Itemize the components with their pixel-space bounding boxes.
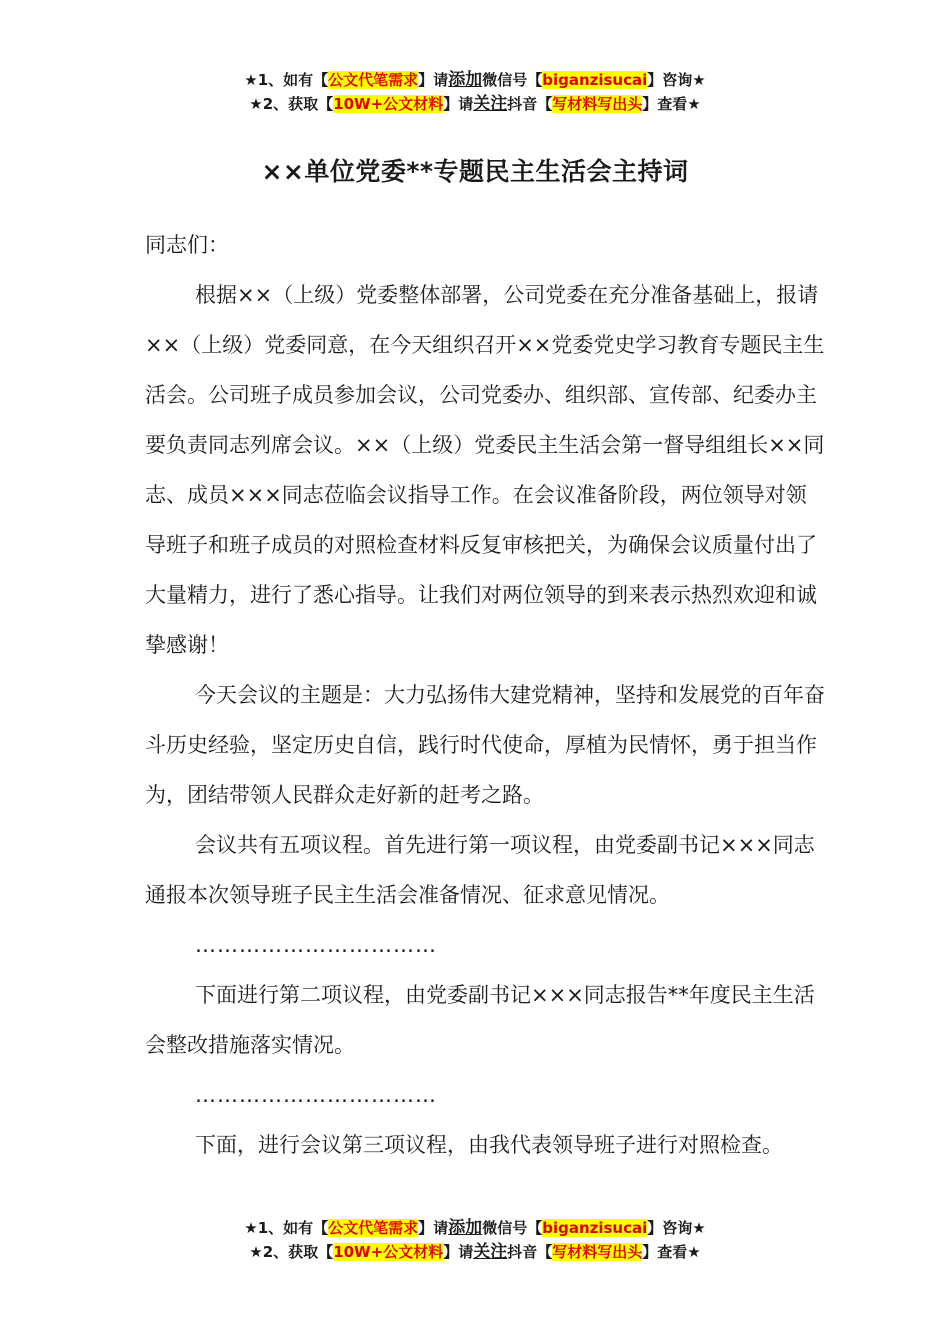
banner-highlight: 10W+公文材料: [333, 95, 444, 113]
paragraph-5: 下面，进行会议第三项议程，由我代表领导班子进行对照检查。: [195, 1133, 783, 1157]
douyin-account: 写材料写出头: [552, 1243, 643, 1261]
banner-highlight: 公文代笔需求: [328, 71, 419, 89]
banner-line-2: ★2、获取【10W+公文材料】请关注抖音【写材料写出头】查看★: [249, 94, 701, 114]
banner-line-1: ★1、如有【公文代笔需求】请添加微信号【biganzisucai】咨询★: [244, 1218, 706, 1238]
paragraph-1: 根据××（上级）党委整体部署，公司党委在充分准备基础上，报请××（上级）党委同意，在今天组织召开××党委党史学习教育专题民主生活会。公司班子成员参加会议，公司党委办、组织部、宣传部、纪委办主要负责同志列席会议。××（上级）党委民主生活会第一督导组组长××同志、成员×××同志莅临会议指导工作。在会议准备阶段，两位领导对领导班子和班子成员的对照检查材料反复审核把关，为确保会议质量付出了大量精力，进行了悉心指导。让我们对两位领导的到来表示热烈欢迎和诚挚感谢！: [145, 283, 825, 657]
banner-highlight: 10W+公文材料: [333, 1243, 444, 1261]
wechat-id: biganzisucai: [542, 71, 648, 89]
wechat-id: biganzisucai: [542, 1219, 648, 1237]
banner-line-2: ★2、获取【10W+公文材料】请关注抖音【写材料写出头】查看★: [249, 1242, 701, 1262]
douyin-account: 写材料写出头: [552, 95, 643, 113]
ellipsis-separator: ……………………………: [195, 933, 437, 957]
paragraph-2: 今天会议的主题是：大力弘扬伟大建党精神，坚持和发展党的百年奋斗历史经验，坚定历史自信，践行时代使命，厚植为民情怀，勇于担当作为，团结带领人民群众走好新的赶考之路。: [145, 683, 825, 807]
salutation: 同志们：: [145, 233, 229, 257]
paragraph-4: 下面进行第二项议程，由党委副书记×××同志报告**年度民主生活会整改措施落实情况。: [145, 983, 815, 1057]
document-body: [145, 220, 825, 1170]
footer-banner: [0, 1216, 950, 1264]
banner-line-1: ★1、如有【公文代笔需求】请添加微信号【biganzisucai】咨询★: [244, 70, 706, 90]
header-banner: [0, 68, 950, 116]
ellipsis-separator: ……………………………: [195, 1083, 437, 1107]
document-title: ××单位党委**专题民主生活会主持词: [261, 157, 689, 186]
banner-highlight: 公文代笔需求: [328, 1219, 419, 1237]
paragraph-3: 会议共有五项议程。首先进行第一项议程，由党委副书记×××同志通报本次领导班子民主生活会准备情况、征求意见情况。: [145, 833, 815, 907]
